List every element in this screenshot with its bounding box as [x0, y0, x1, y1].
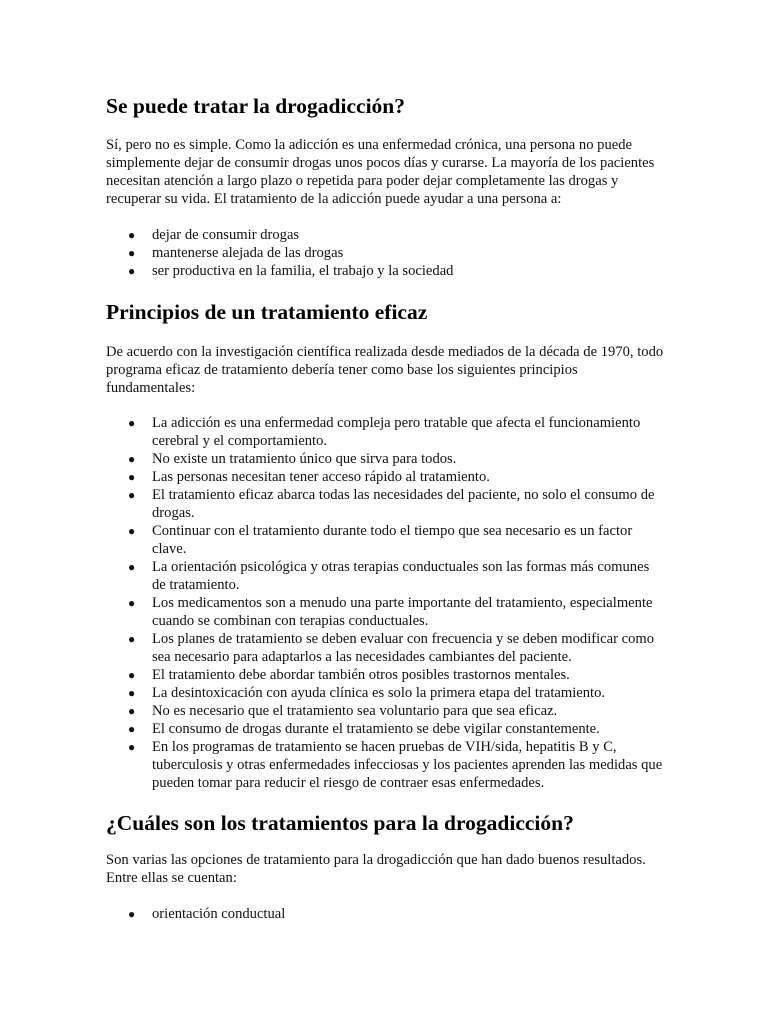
bullet-icon: ●: [128, 907, 136, 921]
list-item: ● La desintoxicación con ayuda clínica es solo la primera etapa del tratamiento.: [128, 685, 606, 701]
list-item: ● La adicción es una enfermedad compleja pero tratable que afecta el funcionamiento cerebral y el comportamiento.: [128, 415, 641, 449]
list-item: ● No es necesario que el tratamiento sea voluntario para que sea eficaz.: [128, 703, 558, 719]
list-item: ● El tratamiento eficaz abarca todas las necesidades del paciente, no solo el consumo de drogas.: [128, 487, 655, 521]
list-item: ● dejar de consumir drogas: [128, 227, 300, 243]
bullet-icon: ●: [128, 452, 136, 466]
bullet-icon: ●: [128, 416, 136, 430]
list-item: ● Continuar con el tratamiento durante todo el tiempo que sea necesario es un factor clave.: [128, 523, 633, 557]
bullet-icon: ●: [128, 704, 136, 718]
bullet-list: [106, 414, 666, 792]
section-paragraph: Sí, pero no es simple. Como la adicción es una enfermedad crónica, una persona no puede simplemente dejar de consumir drogas unos pocos días y curarse. La mayoría de los pacientes necesitan atención a largo plazo o repetida para poder dejar completamente las drogas y recuperar su vida. El tratamiento de la adicción puede ayudar a una persona a:: [106, 137, 655, 207]
bullet-icon: ●: [128, 668, 136, 682]
bullet-icon: ●: [128, 264, 136, 278]
list-item: ● Las personas necesitan tener acceso rápido al tratamiento.: [128, 469, 490, 485]
list-item: ● El consumo de drogas durante el tratamiento se debe vigilar constantemente.: [128, 721, 600, 737]
list-item: ● No existe un tratamiento único que sirva para todos.: [128, 451, 457, 467]
bullet-list: [106, 226, 666, 280]
bullet-icon: ●: [128, 632, 136, 646]
bullet-icon: ●: [128, 524, 136, 538]
list-item: ● ser productiva en la familia, el trabajo y la sociedad: [128, 263, 454, 279]
list-item: ● El tratamiento debe abordar también otros posibles trastornos mentales.: [128, 667, 570, 683]
section-heading: Principios de un tratamiento eficaz: [106, 300, 428, 324]
bullet-icon: ●: [128, 686, 136, 700]
list-item: ● Los planes de tratamiento se deben evaluar con frecuencia y se deben modificar como sea necesario para adaptarlos a las necesidades cambiantes del paciente.: [128, 631, 655, 665]
list-item: ● En los programas de tratamiento se hacen pruebas de VIH/sida, hepatitis B y C, tuberculosis y otras enfermedades infecciosas y los pacientes aprenden las medidas que pueden tomar para reducir el riesgo de contraer esas enfermedades.: [128, 739, 663, 791]
section-paragraph: Son varias las opciones de tratamiento para la drogadicción que han dado buenos resultados. Entre ellas se cuentan:: [106, 852, 646, 886]
bullet-list: [106, 905, 666, 923]
bullet-icon: ●: [128, 228, 136, 242]
section-heading: Se puede tratar la drogadicción?: [106, 94, 406, 118]
section-paragraph: De acuerdo con la investigación científica realizada desde mediados de la década de 1970, todo programa eficaz de tratamiento debería tener como base los siguientes principios fundamentales:: [106, 344, 664, 396]
bullet-icon: ●: [128, 722, 136, 736]
list-item: ● Los medicamentos son a menudo una parte importante del tratamiento, especialmente cuando se combinan con terapias conductuales.: [128, 595, 653, 629]
list-item: ● orientación conductual: [128, 906, 286, 922]
bullet-icon: ●: [128, 470, 136, 484]
bullet-icon: ●: [128, 488, 136, 502]
section-heading: ¿Cuáles son los tratamientos para la drogadicción?: [106, 811, 574, 835]
bullet-icon: ●: [128, 246, 136, 260]
list-item: ● mantenerse alejada de las drogas: [128, 245, 344, 261]
bullet-icon: ●: [128, 560, 136, 574]
bullet-icon: ●: [128, 596, 136, 610]
list-item: ● La orientación psicológica y otras terapias conductuales son las formas más comunes de tratamiento.: [128, 559, 650, 593]
bullet-icon: ●: [128, 740, 136, 754]
